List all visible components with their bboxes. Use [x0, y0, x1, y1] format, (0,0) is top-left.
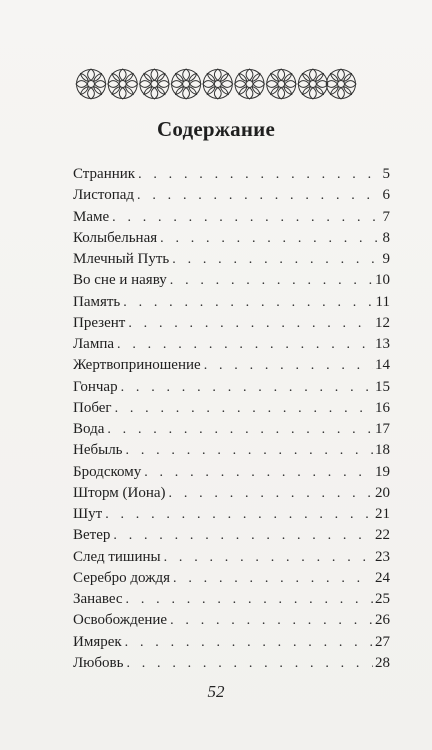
toc-item-title: Жертвоприношение — [73, 357, 201, 374]
toc-row — [73, 419, 390, 440]
toc-item-page: 20 — [375, 484, 390, 501]
toc-item-page: 15 — [375, 378, 390, 395]
toc-item-title: Лампа — [73, 336, 115, 352]
toc-item-title: Освобождение — [73, 612, 168, 629]
toc-item-title: Имярек — [73, 633, 122, 650]
toc-row — [73, 525, 390, 546]
toc-item-title: Гончар — [73, 378, 118, 395]
toc-leader-dots — [126, 440, 373, 461]
toc-item-title: Память — [73, 293, 121, 310]
toc-item-page: 13 — [375, 336, 390, 352]
page-number: 52 — [207, 682, 225, 701]
toc-row — [73, 164, 390, 185]
toc-leader-dots — [160, 228, 378, 249]
toc-leader-dots — [126, 653, 373, 674]
toc-item-title: Странник — [73, 166, 136, 182]
toc-leader-dots — [105, 504, 373, 525]
toc-item-title: След тишины — [73, 548, 161, 565]
toc-row — [73, 249, 390, 270]
toc-leader-dots — [107, 419, 373, 440]
toc-row — [73, 334, 390, 355]
toc-row — [73, 377, 390, 398]
ornament-flower-row-icon — [74, 64, 358, 104]
toc-leader-dots — [172, 249, 378, 270]
toc-item-page: 12 — [375, 314, 390, 331]
toc-item-title: Бродскому — [73, 463, 142, 480]
table-of-contents — [73, 164, 390, 674]
toc-leader-dots — [121, 377, 373, 398]
toc-leader-dots — [164, 547, 373, 568]
toc-item-page: 7 — [382, 208, 390, 225]
toc-item-page: 5 — [382, 166, 390, 182]
toc-leader-dots — [137, 185, 378, 206]
toc-leader-dots — [112, 207, 378, 228]
toc-row — [73, 270, 390, 291]
toc-leader-dots — [113, 525, 373, 546]
toc-leader-dots — [123, 292, 373, 313]
toc-item-page: 8 — [382, 229, 390, 246]
toc-item-title: Листопад — [73, 187, 135, 204]
toc-row — [73, 355, 390, 376]
toc-item-title: Маме — [73, 208, 110, 225]
toc-item-page: 26 — [375, 612, 390, 629]
toc-leader-dots — [170, 610, 373, 631]
toc-item-title: Колыбельная — [73, 229, 158, 246]
toc-item-title: Шут — [73, 506, 103, 522]
toc-row — [73, 610, 390, 631]
toc-leader-dots — [144, 462, 373, 483]
toc-item-page: 27 — [375, 633, 390, 650]
toc-row — [73, 568, 390, 589]
toc-item-title: Презент — [73, 314, 126, 331]
toc-leader-dots — [125, 632, 373, 653]
toc-item-page: 28 — [375, 654, 390, 671]
toc-item-title: Млечный Путь — [73, 251, 170, 267]
toc-row — [73, 483, 390, 504]
toc-row — [73, 440, 390, 461]
toc-leader-dots — [169, 483, 373, 504]
toc-row — [73, 228, 390, 249]
toc-row — [73, 589, 390, 610]
toc-item-page: 17 — [375, 421, 390, 437]
toc-row — [73, 313, 390, 334]
toc-item-title: Серебро дождя — [73, 569, 171, 586]
page-title: Содержание — [157, 117, 275, 141]
toc-row — [73, 398, 390, 419]
toc-row — [73, 185, 390, 206]
toc-leader-dots — [117, 334, 373, 355]
toc-item-page: 16 — [375, 399, 390, 416]
toc-row — [73, 653, 390, 674]
toc-item-title: Побег — [73, 399, 112, 416]
toc-item-page: 25 — [375, 591, 390, 607]
toc-item-title: Небыль — [73, 442, 123, 459]
toc-item-title: Любовь — [73, 654, 124, 671]
toc-row — [73, 462, 390, 483]
decorative-ornament-band — [74, 64, 358, 104]
toc-row — [73, 292, 390, 313]
toc-row — [73, 632, 390, 653]
toc-item-page: 22 — [375, 527, 390, 544]
toc-item-page: 14 — [375, 357, 390, 374]
toc-item-page: 10 — [375, 272, 390, 289]
toc-leader-dots — [173, 568, 373, 589]
toc-item-title: Во сне и наяву — [73, 272, 167, 289]
toc-row — [73, 207, 390, 228]
toc-item-page: 21 — [375, 506, 390, 522]
toc-leader-dots — [126, 589, 373, 610]
toc-item-page: 23 — [375, 548, 390, 565]
toc-item-title: Ветер — [73, 527, 111, 544]
toc-item-page: 6 — [382, 187, 390, 204]
toc-leader-dots — [115, 398, 373, 419]
toc-item-title: Занавес — [73, 591, 123, 607]
toc-item-title: Шторм (Иона) — [73, 484, 166, 501]
toc-leader-dots — [204, 355, 373, 376]
toc-row — [73, 547, 390, 568]
toc-leader-dots — [138, 164, 378, 185]
toc-row — [73, 504, 390, 525]
toc-item-page: 19 — [375, 463, 390, 480]
toc-item-page: 24 — [375, 569, 390, 586]
toc-item-page: 11 — [375, 293, 390, 310]
toc-item-page: 18 — [375, 442, 390, 459]
toc-leader-dots — [170, 270, 373, 291]
toc-item-page: 9 — [382, 251, 390, 267]
toc-item-title: Вода — [73, 421, 105, 437]
toc-leader-dots — [128, 313, 373, 334]
